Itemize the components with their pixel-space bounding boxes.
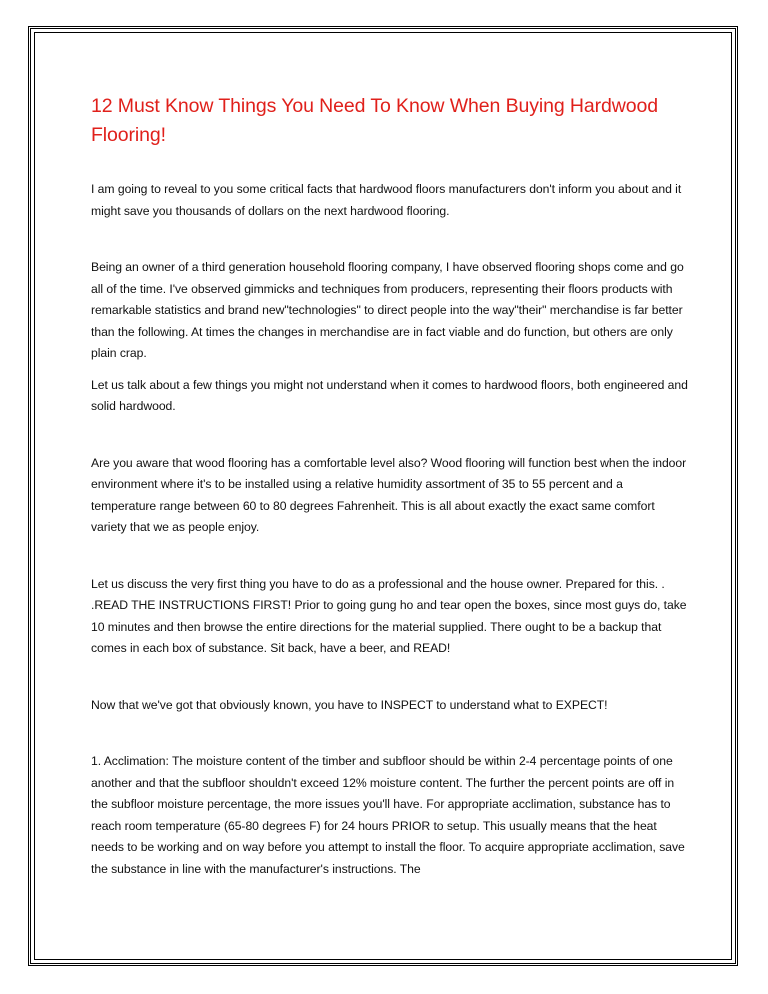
document-title: 12 Must Know Things You Need To Know When Buying Hardwood Flooring!	[91, 95, 659, 146]
paragraph-instructions: Let us discuss the very first thing you have to do as a professional and the house owner. Prepared for this. . .READ THE INSTRUCTIONS FIRST! Prior to going gung ho and tear open the boxes, since most guys do, take 10 minutes and then browse the entire directions for the material supplied. There ought to be a backup that comes in each box of substance. Sit back, have a beer, and READ!	[91, 576, 687, 655]
paragraph-intro: I am going to reveal to you some critical facts that hardwood floors manufacturers don't inform you about and it might save you thousands of dollars on the next hardwood flooring.	[91, 182, 682, 218]
paragraph-comfort: Are you aware that wood flooring has a comfortable level also? Wood flooring will function best when the indoor environment where it's to be installed using a relative humidity assortment of 35 to 55 percent and a temperature range between 60 to 80 degrees Fahrenheit. This is all about exactly the exact same comfort variety that we as people enjoy.	[91, 455, 687, 534]
paragraph-inspect: Now that we've got that obviously known, you have to INSPECT to understand what to EXPECT!	[91, 697, 608, 712]
paragraph-acclimation: 1. Acclimation: The moisture content of the timber and subfloor should be within 2-4 percentage points of one another and that the subfloor shouldn't exceed 12% moisture content. The further the percent points are off in the subfloor moisture percentage, the more issues you'll have. For appropriate acclimation, substance has to reach room temperature (65-80 degrees F) for 24 hours PRIOR to setup. This usually means that the heat needs to be working and on way before you attempt to install the floor. To acquire appropriate acclimation, save the substance in line with the manufacturer's instructions. The	[91, 754, 685, 876]
paragraph-things: Let us talk about a few things you might not understand when it comes to hardwood floors, both engineered and solid hardwood.	[91, 377, 688, 413]
paragraph-owner: Being an owner of a third generation household flooring company, I have observed flooring shops come and go all of the time. I've observed gimmicks and techniques from producers, representing their floors products with remarkable statistics and brand new"technologies" to direct people into the way"their" merchandise is far better than the following. At times the changes in merchandise are in fact viable and do function, but others are only plain crap.	[91, 260, 684, 360]
document-body	[91, 92, 691, 880]
